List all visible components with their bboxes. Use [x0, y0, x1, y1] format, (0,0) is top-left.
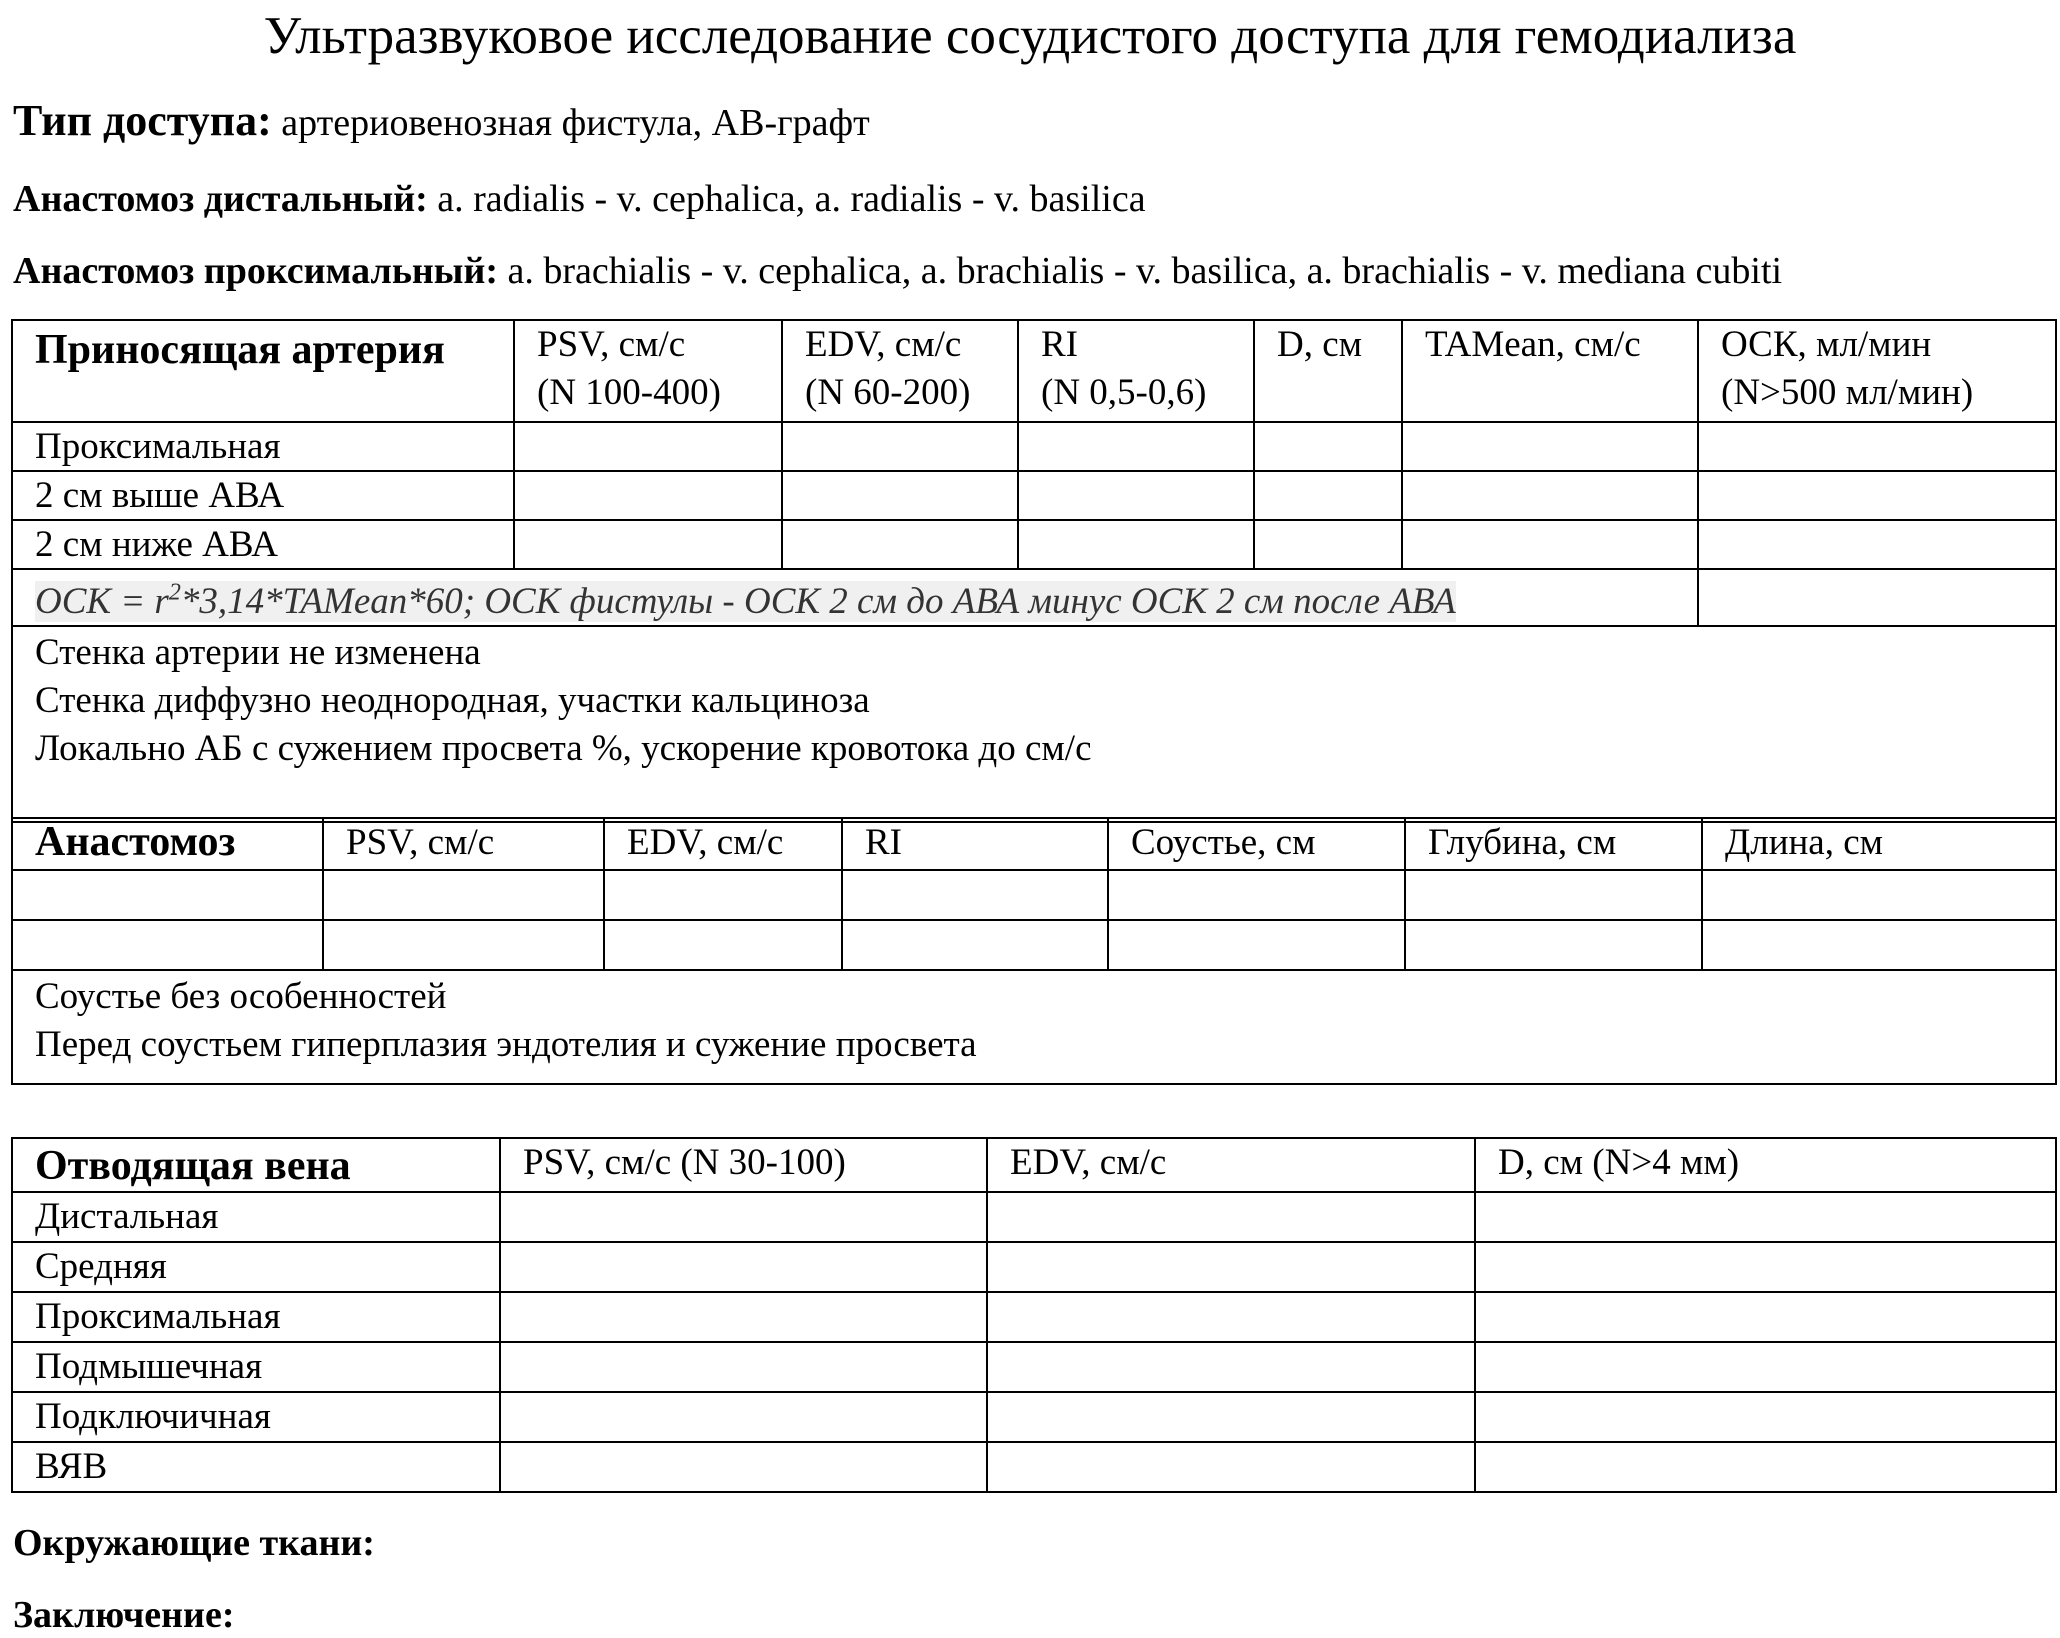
- table-cell[interactable]: [1475, 1242, 2056, 1292]
- table-cell[interactable]: [1475, 1442, 2056, 1492]
- surrounding-tissues-label: Окружающие ткани:: [13, 1522, 375, 1564]
- table-cell[interactable]: [987, 1292, 1475, 1342]
- table-cell[interactable]: [782, 471, 1018, 520]
- artery-col-edv: EDV, см/с (N 60-200): [782, 320, 1018, 422]
- table-cell[interactable]: [1702, 870, 2056, 920]
- table-cell[interactable]: [1702, 920, 2056, 970]
- table-row: [12, 1292, 2056, 1342]
- table-cell[interactable]: [1018, 520, 1254, 569]
- table-cell[interactable]: [782, 422, 1018, 471]
- table-cell[interactable]: [1405, 920, 1702, 970]
- table-cell[interactable]: [500, 1292, 987, 1342]
- table-cell[interactable]: [12, 920, 323, 970]
- table-row: [12, 520, 2056, 569]
- anastomosis-distal-label: Анастомоз дистальный:: [13, 178, 428, 220]
- artery-note: Локально АБ с сужением просвета %, ускорение кровотока до см/с: [35, 728, 1092, 770]
- table-cell[interactable]: [323, 920, 604, 970]
- artery-col-psv: PSV, см/с (N 100-400): [514, 320, 782, 422]
- anastomosis-table: [11, 817, 2057, 1085]
- table-cell[interactable]: [987, 1192, 1475, 1242]
- table-row: [12, 1192, 2056, 1242]
- table-cell[interactable]: [1254, 520, 1402, 569]
- table-cell[interactable]: [1402, 422, 1698, 471]
- table-cell[interactable]: [1402, 520, 1698, 569]
- table-cell[interactable]: [1475, 1342, 2056, 1392]
- page-title: Ультразвуковое исследование сосудистого доступа для гемодиализа: [263, 7, 1797, 65]
- vein-row-label: ВЯВ: [12, 1442, 500, 1492]
- table-row: [12, 422, 2056, 471]
- table-cell[interactable]: [604, 920, 842, 970]
- artery-row-label: 2 см ниже АВА: [12, 520, 514, 569]
- anastomosis-notes: [12, 970, 2056, 1084]
- table-cell[interactable]: [1018, 471, 1254, 520]
- vein-row-label: Средняя: [12, 1242, 500, 1292]
- anastomosis-note: Соустье без особенностей: [35, 976, 447, 1017]
- table-row: [12, 870, 2056, 920]
- table-cell[interactable]: [500, 1392, 987, 1442]
- artery-table-header: Приносящая артерия: [12, 320, 514, 422]
- anastomosis-distal-value: a. radialis - v. cephalica, a. radialis - v. basilica: [437, 178, 1146, 220]
- table-cell[interactable]: [12, 870, 323, 920]
- anastomosis-distal-line: [13, 176, 1146, 222]
- table-cell[interactable]: [604, 870, 842, 920]
- table-cell[interactable]: [1108, 870, 1405, 920]
- table-cell[interactable]: [1254, 422, 1402, 471]
- table-row: [12, 920, 2056, 970]
- vein-row-label: Проксимальная: [12, 1292, 500, 1342]
- artery-row-label: 2 см выше АВА: [12, 471, 514, 520]
- anastomosis-col: Соустье, см: [1108, 818, 1405, 870]
- anastomosis-col: RI: [842, 818, 1108, 870]
- anastomosis-proximal-label: Анастомоз проксимальный:: [13, 250, 499, 292]
- artery-row-label: Проксимальная: [12, 422, 514, 471]
- table-cell[interactable]: [1475, 1292, 2056, 1342]
- artery-col-tamean: TAMean, см/с: [1402, 320, 1698, 422]
- anastomosis-proximal-value: a. brachialis - v. cephalica, a. brachialis - v. basilica, a. brachialis - v. mediana cubiti: [507, 250, 1783, 292]
- access-type-line: [13, 98, 870, 146]
- table-cell[interactable]: [500, 1342, 987, 1392]
- table-cell[interactable]: [323, 870, 604, 920]
- vein-col: PSV, см/с (N 30-100): [500, 1138, 987, 1192]
- anastomosis-col: EDV, см/с: [604, 818, 842, 870]
- table-cell[interactable]: [1698, 520, 2056, 569]
- table-cell[interactable]: [1402, 471, 1698, 520]
- table-cell[interactable]: [514, 422, 782, 471]
- anastomosis-proximal-line: [13, 248, 1782, 294]
- conclusion-label: Заключение:: [13, 1594, 235, 1636]
- table-cell[interactable]: [987, 1392, 1475, 1442]
- artery-col-osk: ОСК, мл/мин (N>500 мл/мин): [1698, 320, 2056, 422]
- table-cell[interactable]: [1698, 471, 2056, 520]
- osk-fistula-cell[interactable]: [1698, 569, 2056, 626]
- vein-row-label: Дистальная: [12, 1192, 500, 1242]
- anastomosis-col: PSV, см/с: [323, 818, 604, 870]
- access-type-label: Тип доступа:: [13, 96, 272, 145]
- table-cell[interactable]: [1405, 870, 1702, 920]
- table-row: [12, 1442, 2056, 1492]
- table-cell[interactable]: [1475, 1192, 2056, 1242]
- table-cell[interactable]: [500, 1442, 987, 1492]
- vein-col: EDV, см/с: [987, 1138, 1475, 1192]
- artery-notes: [12, 626, 2056, 822]
- anastomosis-note: Перед соустьем гиперплазия эндотелия и сужение просвета: [35, 1024, 977, 1065]
- vein-col: D, см (N>4 мм): [1475, 1138, 2056, 1192]
- table-row: [12, 471, 2056, 520]
- access-type-value: артериовенозная фистула, АВ-графт: [281, 102, 870, 144]
- table-cell[interactable]: [1254, 471, 1402, 520]
- table-cell[interactable]: [987, 1342, 1475, 1392]
- anastomosis-table-header: Анастомоз: [12, 818, 323, 870]
- artery-col-d: D, см: [1254, 320, 1402, 422]
- table-cell[interactable]: [500, 1242, 987, 1292]
- vein-table-header: Отводящая вена: [12, 1138, 500, 1192]
- table-cell[interactable]: [1698, 422, 2056, 471]
- artery-table: [11, 319, 2057, 823]
- table-cell[interactable]: [842, 920, 1108, 970]
- table-row: [12, 1392, 2056, 1442]
- table-cell[interactable]: [1018, 422, 1254, 471]
- vein-table: [11, 1137, 2057, 1493]
- table-cell[interactable]: [1475, 1392, 2056, 1442]
- osk-formula: ОСК = $r^2*3,14*TAMean*60$; ОСК фистулы - ОСК 2 см до АВА минус ОСК 2 см после АВА: [12, 569, 1698, 626]
- table-cell[interactable]: [514, 520, 782, 569]
- vein-row-label: Подмышечная: [12, 1342, 500, 1392]
- table-cell[interactable]: [987, 1442, 1475, 1492]
- vein-row-label: Подключичная: [12, 1392, 500, 1442]
- anastomosis-col: Глубина, см: [1405, 818, 1702, 870]
- table-cell[interactable]: [987, 1242, 1475, 1292]
- artery-note: Стенка диффузно неоднородная, участки кальциноза: [35, 680, 870, 722]
- artery-note: Стенка артерии не изменена: [35, 632, 481, 674]
- table-row: [12, 1342, 2056, 1392]
- table-cell[interactable]: [842, 870, 1108, 920]
- table-cell[interactable]: [1108, 920, 1405, 970]
- table-cell[interactable]: [782, 520, 1018, 569]
- table-cell[interactable]: [514, 471, 782, 520]
- artery-col-ri: RI (N 0,5-0,6): [1018, 320, 1254, 422]
- table-cell[interactable]: [500, 1192, 987, 1242]
- table-row: [12, 1242, 2056, 1292]
- anastomosis-col: Длина, см: [1702, 818, 2056, 870]
